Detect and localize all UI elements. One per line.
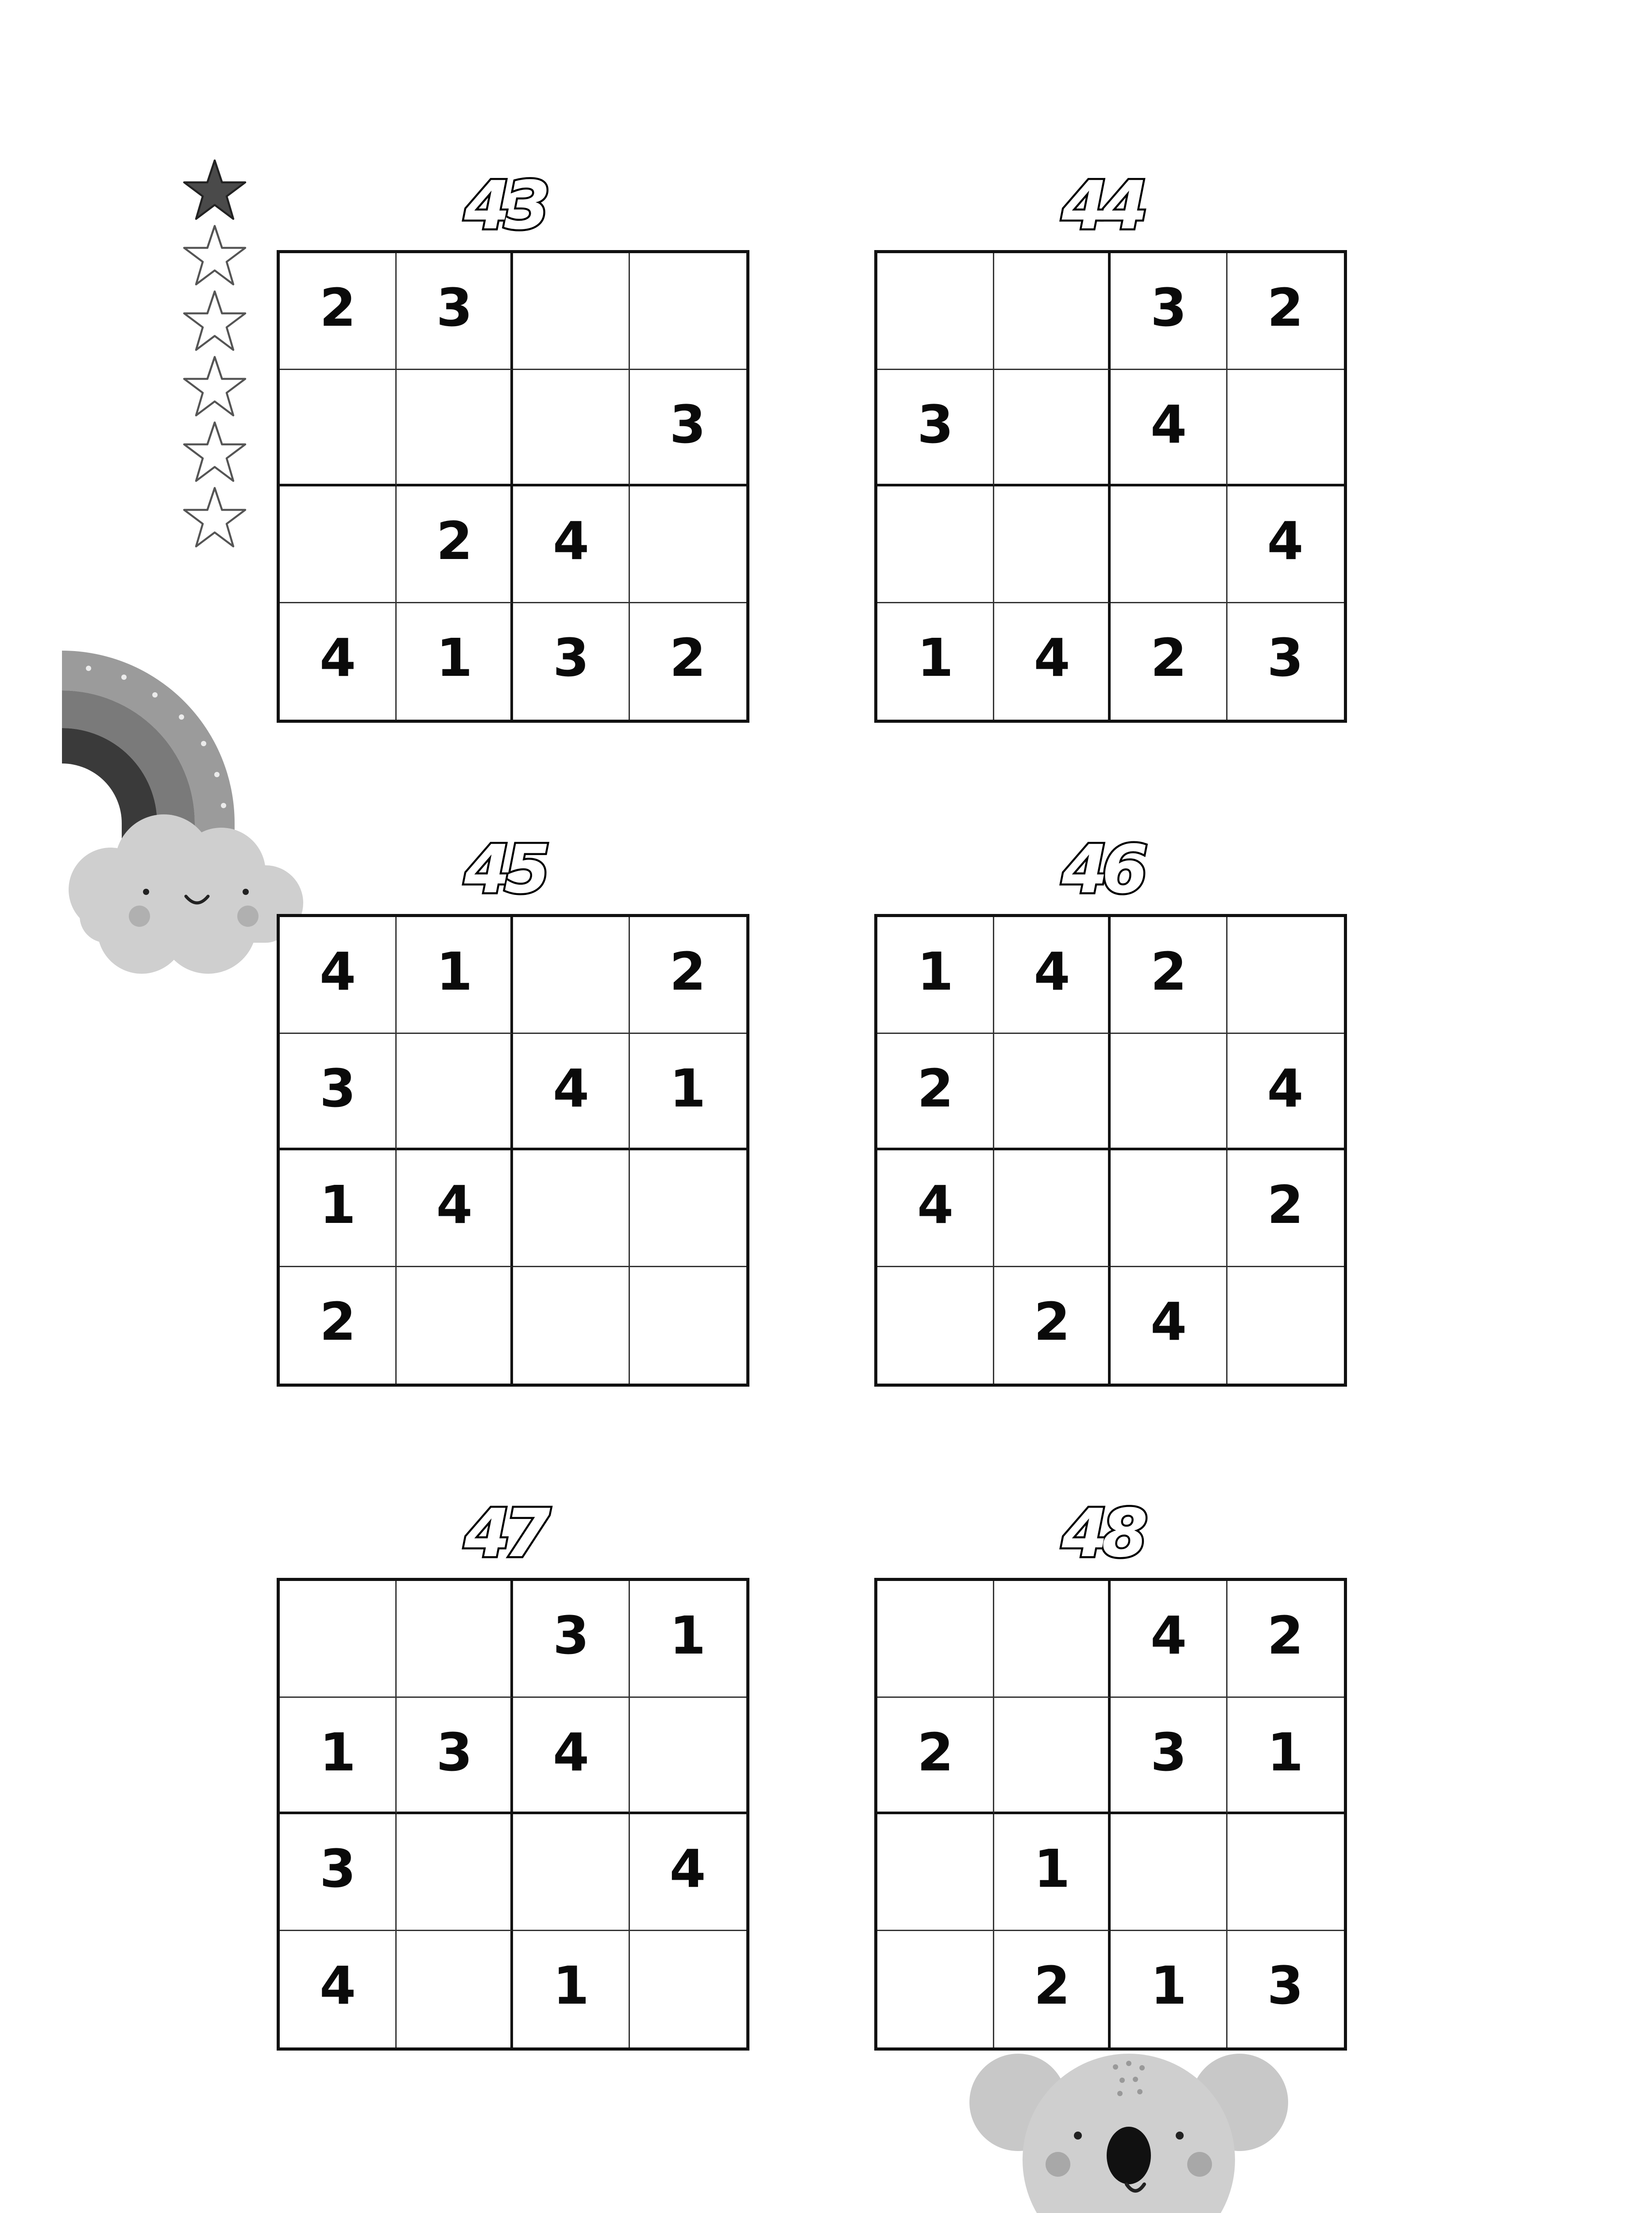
cell-value: 2 <box>669 627 706 688</box>
sudoku-cell[interactable] <box>994 253 1111 370</box>
cell-value: 2 <box>1150 627 1187 688</box>
sudoku-cell[interactable] <box>994 1150 1111 1267</box>
sudoku-cell[interactable] <box>994 1931 1111 2048</box>
sudoku-cell[interactable] <box>877 486 994 603</box>
sudoku-cell[interactable] <box>280 917 397 1034</box>
cell-value: 3 <box>320 1057 356 1119</box>
sudoku-cell[interactable] <box>397 917 513 1034</box>
star-filled-icon <box>181 157 248 224</box>
star-empty-icon <box>181 419 248 486</box>
sudoku-cell[interactable] <box>877 1150 994 1267</box>
sudoku-cell[interactable] <box>397 1814 513 1931</box>
sudoku-cell[interactable] <box>630 1931 747 2048</box>
sudoku-cell[interactable] <box>280 1034 397 1151</box>
puzzle-number: 48 <box>1061 1495 1142 1572</box>
cell-value: 1 <box>436 627 473 688</box>
sudoku-cell[interactable] <box>877 1581 994 1698</box>
sudoku-cell[interactable] <box>397 1581 513 1698</box>
star-empty-icon <box>181 288 248 355</box>
sudoku-cell[interactable] <box>397 370 513 487</box>
cell-value: 2 <box>1267 277 1304 338</box>
cell-value: 2 <box>1267 1174 1304 1235</box>
sudoku-cell[interactable] <box>397 1698 513 1815</box>
cell-value: 2 <box>669 941 706 1002</box>
sudoku-cell[interactable] <box>994 1814 1111 1931</box>
sudoku-cell[interactable] <box>513 486 630 603</box>
cell-value: 4 <box>320 1955 356 2016</box>
cell-value: 4 <box>1034 627 1070 688</box>
sudoku-cell[interactable] <box>630 1150 747 1267</box>
cell-value: 2 <box>1150 941 1187 1002</box>
difficulty-rating <box>181 157 252 555</box>
sudoku-cell[interactable] <box>397 603 513 720</box>
cell-value: 4 <box>1150 1291 1187 1352</box>
puzzle-number: 44 <box>1061 167 1142 244</box>
sudoku-cell[interactable] <box>1111 1931 1227 2048</box>
cell-value: 1 <box>917 941 954 1002</box>
sudoku-cell[interactable] <box>1111 486 1227 603</box>
sudoku-cell[interactable] <box>630 486 747 603</box>
sudoku-cell[interactable] <box>1227 917 1344 1034</box>
sudoku-cell[interactable] <box>1227 253 1344 370</box>
sudoku-cell[interactable] <box>877 917 994 1034</box>
sudoku-cell[interactable] <box>877 603 994 720</box>
sudoku-cell[interactable] <box>280 1931 397 2048</box>
cell-value: 4 <box>917 1174 954 1235</box>
cell-value: 3 <box>320 1838 356 1899</box>
sudoku-cell[interactable] <box>994 1698 1111 1815</box>
star-empty-icon <box>181 223 248 289</box>
cell-value: 1 <box>669 1605 706 1666</box>
sudoku-cell[interactable] <box>397 1931 513 2048</box>
sudoku-cell[interactable] <box>513 1581 630 1698</box>
sudoku-cell[interactable] <box>994 486 1111 603</box>
sudoku-cell[interactable] <box>1227 370 1344 487</box>
sudoku-cell[interactable] <box>1111 370 1227 487</box>
sudoku-cell[interactable] <box>513 1267 630 1384</box>
cell-value: 4 <box>1150 393 1187 455</box>
cell-value: 4 <box>669 1838 706 1899</box>
sudoku-cell[interactable] <box>877 1931 994 2048</box>
sudoku-cell[interactable] <box>1111 603 1227 720</box>
cell-value: 1 <box>320 1721 356 1783</box>
sudoku-cell[interactable] <box>1227 1931 1344 2048</box>
sudoku-cell[interactable] <box>280 1814 397 1931</box>
cell-value: 3 <box>917 393 954 455</box>
sudoku-cell[interactable] <box>1111 253 1227 370</box>
cell-value: 1 <box>1034 1838 1070 1899</box>
sudoku-cell[interactable] <box>280 1267 397 1384</box>
koala-icon <box>969 2036 1288 2213</box>
sudoku-cell[interactable] <box>1111 1267 1227 1384</box>
sudoku-cell[interactable] <box>397 1267 513 1384</box>
sudoku-cell[interactable] <box>630 1698 747 1815</box>
sudoku-cell[interactable] <box>513 603 630 720</box>
sudoku-cell[interactable] <box>630 1581 747 1698</box>
cell-value: 2 <box>1034 1291 1070 1352</box>
cell-value: 2 <box>917 1721 954 1783</box>
sudoku-cell[interactable] <box>280 1698 397 1815</box>
sudoku-cell[interactable] <box>994 917 1111 1034</box>
sudoku-cell[interactable] <box>630 1267 747 1384</box>
puzzle-number: 47 <box>464 1495 544 1572</box>
sudoku-cell[interactable] <box>877 1814 994 1931</box>
sudoku-cell[interactable] <box>994 1034 1111 1151</box>
sudoku-cell[interactable] <box>513 1814 630 1931</box>
sudoku-cell[interactable] <box>513 1034 630 1151</box>
sudoku-cell[interactable] <box>280 486 397 603</box>
sudoku-cell[interactable] <box>513 370 630 487</box>
cell-value: 1 <box>669 1057 706 1119</box>
sudoku-cell[interactable] <box>1227 1150 1344 1267</box>
sudoku-cell[interactable] <box>1227 1034 1344 1151</box>
cell-value: 2 <box>1267 1605 1304 1666</box>
sudoku-cell[interactable] <box>1227 1581 1344 1698</box>
cell-value: 3 <box>553 627 590 688</box>
sudoku-grid <box>277 1578 749 2051</box>
cell-value: 4 <box>1267 510 1304 571</box>
sudoku-cell[interactable] <box>877 1698 994 1815</box>
cell-value: 2 <box>436 510 473 571</box>
cell-value: 3 <box>436 1721 473 1783</box>
cell-value: 1 <box>917 627 954 688</box>
sudoku-cell[interactable] <box>1111 1698 1227 1815</box>
sudoku-cell[interactable] <box>630 370 747 487</box>
sudoku-cell[interactable] <box>397 486 513 603</box>
sudoku-grid <box>277 914 749 1387</box>
sudoku-cell[interactable] <box>513 1931 630 2048</box>
puzzle-number: 45 <box>464 831 544 908</box>
sudoku-grid <box>874 914 1347 1387</box>
sudoku-cell[interactable] <box>877 253 994 370</box>
sudoku-grid <box>874 1578 1347 2051</box>
cell-value: 1 <box>320 1174 356 1235</box>
sudoku-grid <box>874 250 1347 723</box>
sudoku-cell[interactable] <box>513 1698 630 1815</box>
sudoku-cell[interactable] <box>630 603 747 720</box>
sudoku-cell[interactable] <box>630 1814 747 1931</box>
sudoku-cell[interactable] <box>630 917 747 1034</box>
sudoku-cell[interactable] <box>994 370 1111 487</box>
cell-value: 2 <box>320 277 356 338</box>
cell-value: 4 <box>320 627 356 688</box>
sudoku-cell[interactable] <box>280 370 397 487</box>
star-empty-icon <box>181 485 248 551</box>
sudoku-cell[interactable] <box>513 917 630 1034</box>
sudoku-cell[interactable] <box>280 253 397 370</box>
sudoku-cell[interactable] <box>1111 1581 1227 1698</box>
sudoku-cell[interactable] <box>1227 1814 1344 1931</box>
sudoku-cell[interactable] <box>280 603 397 720</box>
sudoku-grid <box>277 250 749 723</box>
sudoku-cell[interactable] <box>877 370 994 487</box>
sudoku-cell[interactable] <box>994 1581 1111 1698</box>
sudoku-cell[interactable] <box>397 1150 513 1267</box>
sudoku-cell[interactable] <box>1227 1267 1344 1384</box>
cell-value: 3 <box>553 1605 590 1666</box>
sudoku-cell[interactable] <box>513 1150 630 1267</box>
cell-value: 1 <box>1267 1721 1304 1783</box>
sudoku-cell[interactable] <box>1227 1698 1344 1815</box>
sudoku-cell[interactable] <box>630 253 747 370</box>
cell-value: 3 <box>1150 1721 1187 1783</box>
cell-value: 1 <box>553 1955 590 2016</box>
sudoku-cell[interactable] <box>1111 1034 1227 1151</box>
cell-value: 4 <box>553 1057 590 1119</box>
sudoku-cell[interactable] <box>1111 1150 1227 1267</box>
cell-value: 1 <box>436 941 473 1002</box>
cell-value: 4 <box>1034 941 1070 1002</box>
puzzle-number: 46 <box>1061 831 1142 908</box>
cell-value: 3 <box>1150 277 1187 338</box>
cell-value: 3 <box>436 277 473 338</box>
cell-value: 4 <box>1150 1605 1187 1666</box>
cell-value: 4 <box>320 941 356 1002</box>
cell-value: 4 <box>553 510 590 571</box>
sudoku-cell[interactable] <box>994 1267 1111 1384</box>
star-empty-icon <box>181 354 248 420</box>
cell-value: 3 <box>1267 1955 1304 2016</box>
cell-value: 3 <box>669 393 706 455</box>
cell-value: 2 <box>320 1291 356 1352</box>
sudoku-cell[interactable] <box>1111 1814 1227 1931</box>
sudoku-cell[interactable] <box>397 1034 513 1151</box>
cell-value: 1 <box>1150 1955 1187 2016</box>
sudoku-cell[interactable] <box>877 1267 994 1384</box>
cell-value: 2 <box>1034 1955 1070 2016</box>
cell-value: 4 <box>436 1174 473 1235</box>
sudoku-cell[interactable] <box>630 1034 747 1151</box>
puzzle-number: 43 <box>464 167 544 244</box>
sudoku-cell[interactable] <box>877 1034 994 1151</box>
cell-value: 3 <box>1267 627 1304 688</box>
cell-value: 4 <box>1267 1057 1304 1119</box>
sudoku-cell[interactable] <box>513 253 630 370</box>
sudoku-cell[interactable] <box>280 1150 397 1267</box>
sudoku-cell[interactable] <box>397 253 513 370</box>
cell-value: 2 <box>917 1057 954 1119</box>
cell-value: 4 <box>553 1721 590 1783</box>
sudoku-cell[interactable] <box>280 1581 397 1698</box>
sudoku-cell[interactable] <box>1227 486 1344 603</box>
sudoku-cell[interactable] <box>1227 603 1344 720</box>
sudoku-cell[interactable] <box>994 603 1111 720</box>
sudoku-cell[interactable] <box>1111 917 1227 1034</box>
